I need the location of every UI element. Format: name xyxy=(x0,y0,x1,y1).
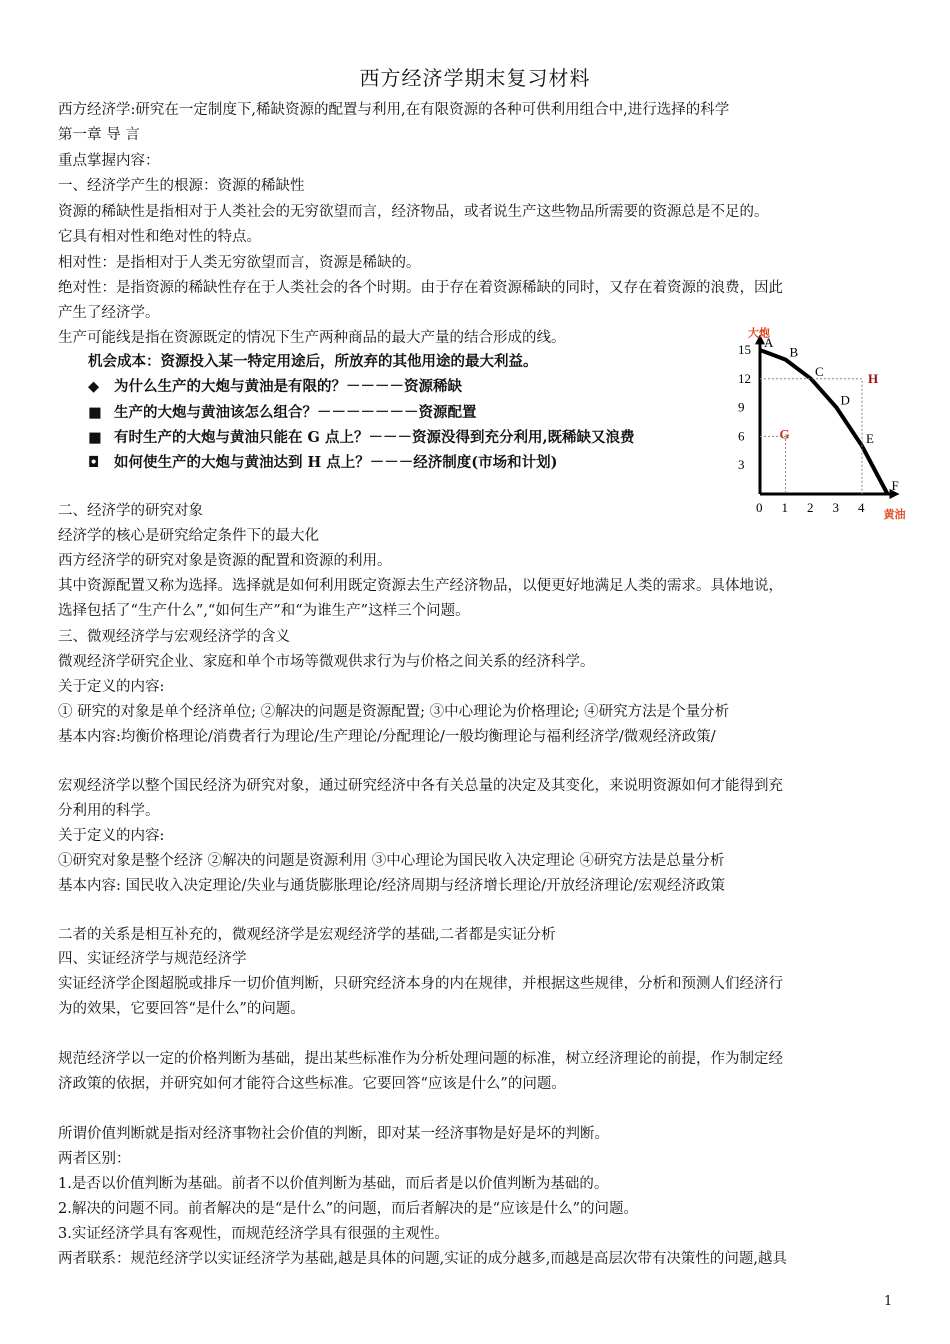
paragraph: 它具有相对性和绝对性的特点。 xyxy=(58,229,261,245)
x-tick-label: 3 xyxy=(832,500,839,515)
x-tick-label: 2 xyxy=(807,500,814,515)
y-tick-label: 12 xyxy=(738,370,751,386)
point-label-d: D xyxy=(840,392,850,408)
x-tick-label: 4 xyxy=(858,500,865,515)
production-possibility-chart xyxy=(726,312,926,524)
section2-title: 二、经济学的研究对象 xyxy=(58,503,203,519)
paragraph: 绝对性：是指资源的稀缺性存在于人类社会的各个时期。由于存在着资源稀缺的同时，又存在着资源的浪费，因此 xyxy=(58,280,783,296)
paragraph: 产生了经济学。 xyxy=(58,305,160,321)
paragraph: 经济学的核心是研究给定条件下的最大化 xyxy=(58,528,319,544)
definition-text: 西方经济学:研究在一定制度下,稀缺资源的配置与利用,在有限资源的各种可供利用组合中,进行选择的科学 xyxy=(58,102,730,118)
page-number: 1 xyxy=(884,1294,893,1309)
bullet-item xyxy=(88,452,558,474)
paragraph: 宏观经济学以整个国民经济为研究对象，通过研究经济中各有关总量的决定及其变化，来说明资源如何才能得到充 xyxy=(58,778,783,794)
bullet-item xyxy=(88,402,477,424)
chapter-heading: 第一章 导 言 xyxy=(58,127,140,143)
paragraph: 选择包括了“生产什么”,“如何生产”和“为谁生产”这样三个问题。 xyxy=(58,603,470,619)
paragraph: 两者区别： xyxy=(58,1151,131,1167)
paragraph: 两者联系：规范经济学以实证经济学为基础,越是具体的问题,实证的成分越多,而越是高层次带有决策性的问题,越具 xyxy=(58,1251,787,1267)
page-title: 西方经济学期末复习材料 xyxy=(359,66,591,90)
paragraph: 二者的关系是相互补充的，微观经济学是宏观经济学的基础,二者都是实证分析 xyxy=(58,927,556,943)
paragraph: 生产可能线是指在资源既定的情况下生产两种商品的最大产量的结合形成的线。 xyxy=(58,330,566,346)
paragraph: 规范经济学以一定的价格判断为基础，提出某些标准作为分析处理问题的标准，树立经济理论的前提，作为制定经 xyxy=(58,1051,783,1067)
bullet-item xyxy=(88,427,635,449)
paragraph: 1.是否以价值判断为基础。前者不以价值判断为基础，而后者是以价值判断为基础的。 xyxy=(58,1176,609,1192)
x-tick-label: 1 xyxy=(781,500,788,515)
y-tick-label: 6 xyxy=(738,428,745,444)
paragraph: 西方经济学的研究对象是资源的配置和资源的利用。 xyxy=(58,553,392,569)
y-axis-label: 大炮 xyxy=(748,327,770,340)
point-label-c: C xyxy=(815,363,824,379)
bullet-text: 为什么生产的大炮与黄油是有限的？－－－－资源稀缺 xyxy=(114,378,462,395)
section4-title: 四、实证经济学与规范经济学 xyxy=(58,951,247,967)
section3-title: 三、微观经济学与宏观经济学的含义 xyxy=(58,629,290,645)
y-tick-label: 15 xyxy=(738,342,751,357)
x-tick-label: 0 xyxy=(756,500,763,515)
paragraph: 关于定义的内容: xyxy=(58,679,165,695)
paragraph: 3.实证经济学具有客观性，而规范经济学具有很强的主观性。 xyxy=(58,1226,449,1242)
bullet-item xyxy=(88,376,462,398)
point-label-a: A xyxy=(764,335,774,350)
paragraph: 基本内容: 国民收入决定理论/失业与通货膨胀理论/经济周期与经济增长理论/开放经济理论/宏观经济政策 xyxy=(58,878,726,894)
paragraph: 2.解决的问题不同。前者解决的是“是什么”的问题，而后者解决的是“应该是什么”的问题。 xyxy=(58,1201,638,1217)
bullet-text: 生产的大炮与黄油该怎么组合？－－－－－－－资源配置 xyxy=(114,404,477,421)
y-tick-label: 9 xyxy=(738,399,745,415)
paragraph: 所谓价值判断就是指对经济事物社会价值的判断，即对某一经济事物是好是坏的判断。 xyxy=(58,1126,609,1142)
opportunity-cost: 机会成本：资源投入某一特定用途后，所放弃的其他用途的最大利益。 xyxy=(88,353,538,370)
paragraph: 分利用的科学。 xyxy=(58,803,160,819)
paragraph: 为的效果，它要回答“是什么”的问题。 xyxy=(58,1001,305,1017)
point-label-g: G xyxy=(779,426,790,442)
guide-line-g xyxy=(760,436,786,494)
square-bullet-icon: ■ xyxy=(88,429,102,446)
paragraph: 关于定义的内容: xyxy=(58,828,165,844)
x-axis-label: 黄油 xyxy=(883,509,906,521)
paragraph: ① 研究的对象是单个经济单位; ②解决的问题是资源配置; ③中心理论为价格理论; ④研究方法是个量分析 xyxy=(58,704,730,720)
bullet-text: 有时生产的大炮与黄油只能在 G 点上？－－－资源没得到充分利用,既稀缺又浪费 xyxy=(114,429,635,446)
paragraph: ①研究对象是整个经济 ②解决的问题是资源利用 ③中心理论为国民收入决定理论 ④研究方法是总量分析 xyxy=(58,853,725,869)
paragraph: 实证经济学企图超脱或排斥一切价值判断，只研究经济本身的内在规律，并根据这些规律，分析和预测人们经济行 xyxy=(58,976,783,992)
focus-label: 重点掌握内容： xyxy=(58,153,160,169)
paragraph: 基本内容:均衡价格理论/消费者行为理论/生产理论/分配理论/一般均衡理论与福利经济学/微观经济政策/ xyxy=(58,729,716,745)
point-label-f: F xyxy=(891,478,899,493)
diamond-bullet-icon: ◆ xyxy=(88,378,100,395)
paragraph: 微观经济学研究企业、家庭和单个市场等微观供求行为与价格之间关系的经济科学。 xyxy=(58,654,595,670)
paragraph: 其中资源配置又称为选择。选择就是如何利用既定资源去生产经济物品，以便更好地满足人类的需求。具体地说， xyxy=(58,578,783,594)
point-label-b: B xyxy=(789,344,799,360)
paragraph: 济政策的依据，并研究如何才能符合这些标准。它要回答“应该是什么”的问题。 xyxy=(58,1076,566,1092)
point-label-e: E xyxy=(866,431,874,446)
section1-title: 一、经济学产生的根源：资源的稀缺性 xyxy=(58,178,305,194)
y-tick-label: 3 xyxy=(738,457,745,473)
paragraph: 资源的稀缺性是指相对于人类社会的无穷欲望而言，经济物品，或者说生产这些物品所需要的资源总是不足的。 xyxy=(58,204,769,220)
bullet-text: 如何使生产的大炮与黄油达到 H 点上？－－－经济制度(市场和计划) xyxy=(114,454,558,471)
square-bullet-icon: ■ xyxy=(88,404,102,421)
point-label-h: H xyxy=(868,370,879,386)
hollow-square-bullet-icon: ◘ xyxy=(88,454,100,471)
paragraph: 相对性：是指相对于人类无穷欲望而言，资源是稀缺的。 xyxy=(58,255,421,271)
